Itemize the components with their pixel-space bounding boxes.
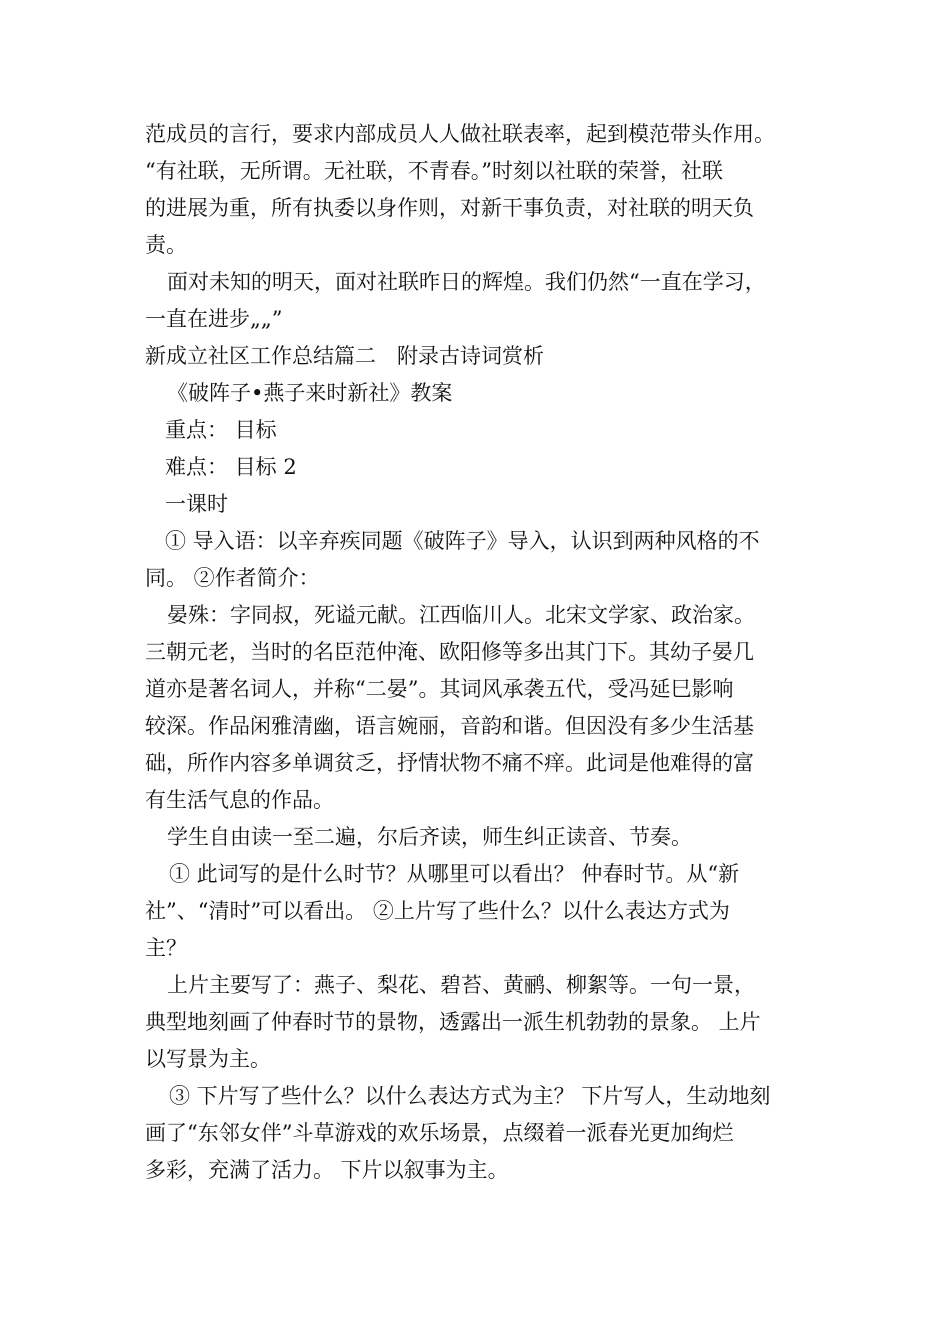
text-line: 范成员的言行，要求内部成员人人做社联表率，起到模范带头作用。 bbox=[145, 122, 775, 146]
lesson-title: 《破阵子•燕子来时新社》教案 bbox=[167, 381, 453, 405]
text-line: 上片主要写了：燕子、梨花、碧苔、黄鹂、柳絮等。一句一景， bbox=[167, 973, 755, 997]
text-line: 责。 bbox=[145, 233, 187, 257]
text-line: 主？ bbox=[145, 936, 187, 960]
key-points-line: 重点： 目标 bbox=[165, 418, 277, 442]
document-page bbox=[145, 116, 815, 1189]
section-heading: 新成立社区工作总结篇二 附录古诗词赏析 bbox=[145, 344, 544, 368]
text-line: 的进展为重，所有执委以身作则，对新干事负责，对社联的明天负 bbox=[145, 196, 754, 220]
text-line: “有社联，无所谓。无社联，不青春。”时刻以社联的荣誉，社联 bbox=[145, 159, 723, 183]
text-line: 晏殊：字同叔，死谥元献。江西临川人。北宋文学家、政治家。 bbox=[167, 603, 755, 627]
text-line: 有生活气息的作品。 bbox=[145, 788, 334, 812]
text-line: 较深。作品闲雅清幽，语言婉丽，音韵和谐。但因没有多少生活基 bbox=[145, 714, 754, 738]
text-line: 社”、“清时”可以看出。 ②上片写了些什么？以什么表达方式为 bbox=[145, 899, 730, 923]
text-line: 道亦是著名词人，并称“二晏”。其词风承袭五代，受冯延巳影响 bbox=[145, 677, 734, 701]
lesson-duration-line: 一课时 bbox=[165, 492, 228, 516]
text-line: 同。 ②作者简介： bbox=[145, 566, 320, 590]
text-line: 一直在进步„„” bbox=[145, 307, 283, 331]
text-line: 画了“东邻女伴”斗草游戏的欢乐场景，点缀着一派春光更加绚烂 bbox=[145, 1121, 734, 1145]
text-line: ③ 下片写了些什么？以什么表达方式为主？ 下片写人，生动地刻 bbox=[169, 1084, 771, 1108]
text-line: 多彩，充满了活力。 下片以叙事为主。 bbox=[145, 1158, 509, 1182]
text-line: 以写景为主。 bbox=[145, 1047, 271, 1071]
text-line: 典型地刻画了仲春时节的景物，透露出一派生机勃勃的景象。 上片 bbox=[145, 1010, 761, 1034]
text-line: ① 此词写的是什么时节？从哪里可以看出？ 仲春时节。从“新 bbox=[169, 862, 740, 886]
text-line: 三朝元老，当时的名臣范仲淹、欧阳修等多出其门下。其幼子晏几 bbox=[145, 640, 754, 664]
text-line: 学生自由读一至二遍，尔后齐读，师生纠正读音、节奏。 bbox=[167, 825, 692, 849]
text-line: 面对未知的明天，面对社联昨日的辉煌。我们仍然“一直在学习， bbox=[167, 270, 766, 294]
difficulty-line: 难点： 目标 2 bbox=[165, 455, 297, 479]
text-line: ① 导入语：以辛弃疾同题《破阵子》导入，认识到两种风格的不 bbox=[165, 529, 760, 553]
text-line: 础，所作内容多单调贫乏，抒情状物不痛不痒。此词是他难得的富 bbox=[145, 751, 754, 775]
